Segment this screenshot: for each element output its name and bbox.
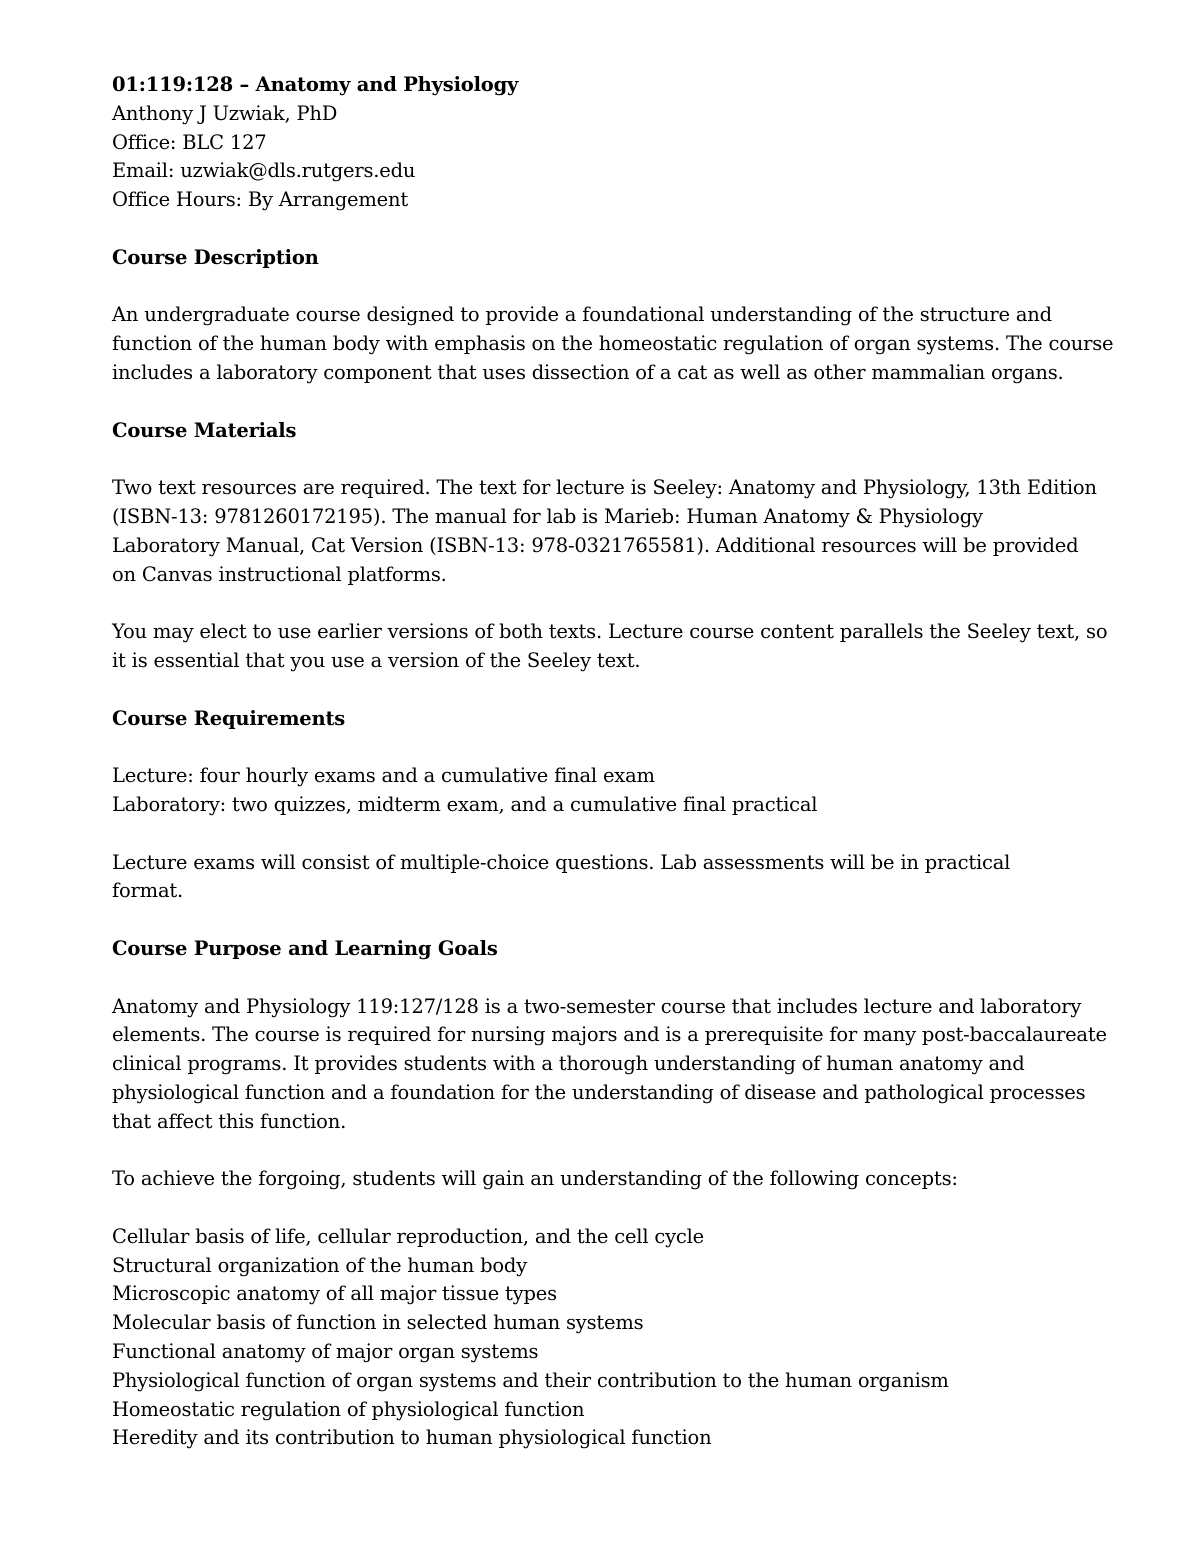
instructor-name: Anthony J Uzwiak, PhD [112,101,338,125]
concepts-intro: To achieve the forgoing, students will gain an understanding of the following concepts: [112,1167,958,1191]
section-heading: Course Materials [112,418,297,442]
text-line: format. [112,879,184,903]
text-line: Anatomy and Physiology 119:127/128 is a two-semester course that includes lecture and laboratory [112,994,1082,1018]
text-line: physiological function and a foundation for the understanding of disease and pathological processes [112,1080,1086,1104]
section-heading: Course Description [112,245,319,269]
text-line: Two text resources are required. The text for lecture is Seeley: Anatomy and Physiology, 13th Edition [112,476,1097,500]
goals-paragraph [112,993,1107,1137]
list-item: Homeostatic regulation of physiological function [112,1397,585,1421]
list-item: Microscopic anatomy of all major tissue types [112,1282,557,1306]
text-line: it is essential that you use a version of the Seeley text. [112,648,641,672]
requirements-paragraph-1 [112,762,1102,820]
text-line: Lecture: four hourly exams and a cumulative final exam [112,764,655,788]
list-item: Molecular basis of function in selected human systems [112,1311,644,1335]
section-learning-goals [112,935,1107,1453]
materials-paragraph-1 [112,474,1102,589]
office-hours: Office Hours: By Arrangement [112,188,409,212]
list-item: Cellular basis of life, cellular reproduction, and the cell cycle [112,1224,704,1248]
section-course-materials [112,417,1108,676]
text-line: clinical programs. It provides students with a thorough understanding of human anatomy and [112,1052,1025,1076]
course-header [112,71,1102,215]
text-line: function of the human body with emphasis on the homeostatic regulation of organ systems. The course [112,332,1114,356]
section-heading: Course Purpose and Learning Goals [112,936,498,960]
text-line: elements. The course is required for nursing majors and is a prerequisite for many post-baccalaureate [112,1023,1107,1047]
list-item: Structural organization of the human body [112,1253,528,1277]
description-paragraph [112,301,1114,387]
list-item: Physiological function of organ systems and their contribution to the human organism [112,1368,949,1392]
section-heading: Course Requirements [112,706,346,730]
text-line: Laboratory Manual, Cat Version (ISBN-13: 978-0321765581). Additional resources will be provided [112,533,1079,557]
syllabus-page [112,71,1114,1453]
text-line: Lecture exams will consist of multiple-choice questions. Lab assessments will be in practical [112,850,1011,874]
text-line: Laboratory: two quizzes, midterm exam, and a cumulative final practical [112,792,818,816]
course-title: 01:119:128 – Anatomy and Physiology [112,73,519,96]
text-line: (ISBN-13: 9781260172195). The manual for lab is Marieb: Human Anatomy & Physiology [112,504,983,528]
text-line: that affect this function. [112,1109,347,1133]
text-line: You may elect to use earlier versions of both texts. Lecture course content parallels the Seeley text, so [112,620,1108,644]
text-line: includes a laboratory component that uses dissection of a cat as well as other mammalian organs. [112,360,1064,384]
list-item: Heredity and its contribution to human physiological function [112,1426,712,1450]
text-line: An undergraduate course designed to provide a foundational understanding of the structure and [112,303,1052,327]
office-location: Office: BLC 127 [112,130,267,154]
concepts-list [112,1223,1102,1453]
list-item: Functional anatomy of major organ systems [112,1340,539,1364]
text-line: on Canvas instructional platforms. [112,562,447,586]
requirements-paragraph-2 [112,849,1102,907]
section-course-description [112,244,1114,388]
section-course-requirements [112,705,1102,907]
instructor-email: Email: uzwiak@dls.rutgers.edu [112,159,416,183]
materials-paragraph-2 [112,618,1108,676]
